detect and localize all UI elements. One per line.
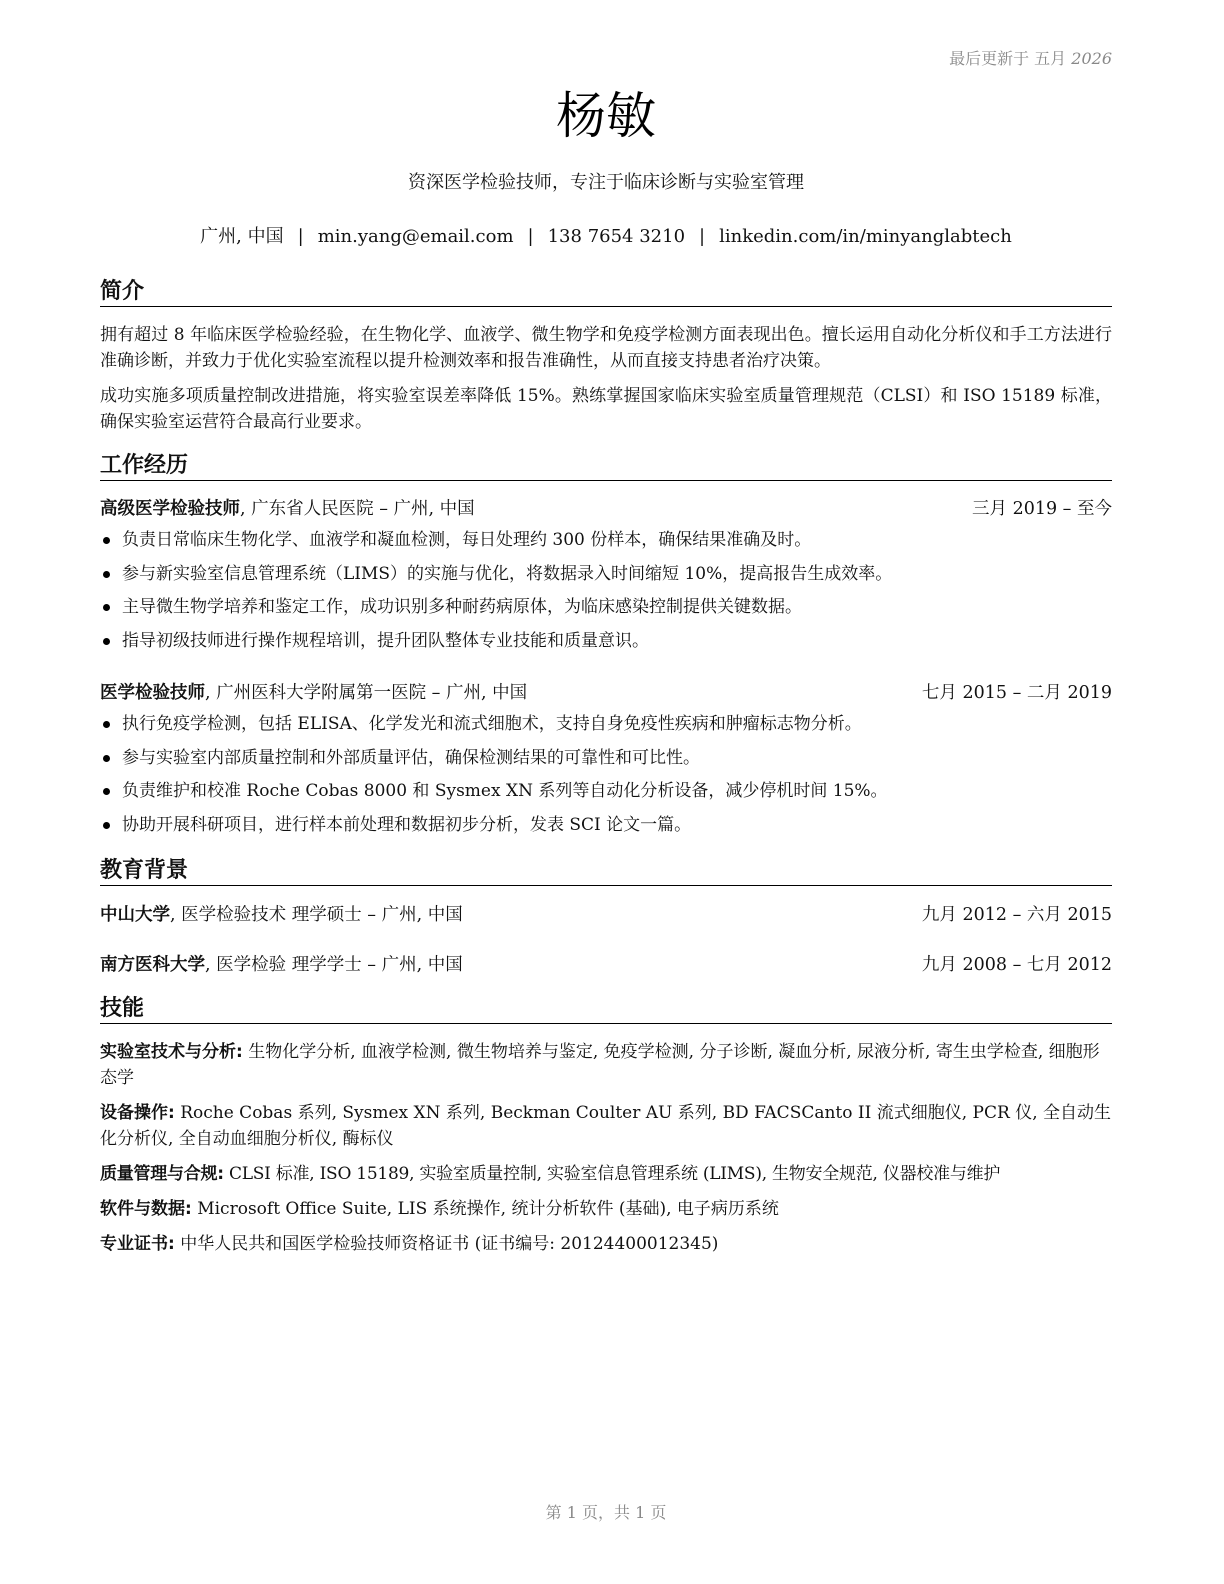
job-date: 三月 2019 – 至今 (972, 499, 1112, 519)
resume-page (100, 0, 1112, 1584)
job-bullet-list (100, 527, 1112, 661)
education-school: 南方医科大学 (100, 955, 205, 975)
section-title-education: 教育背景 (100, 857, 1112, 886)
job-org: , 广东省人民医院 – 广州, 中国 (240, 499, 475, 519)
job-bullet: 执行免疫学检测，包括 ELISA、化学发光和流式细胞术，支持自身免疫性疾病和肿瘤标志物分析。 (100, 711, 1112, 745)
headline: 资深医学检验技师，专注于临床诊断与实验室管理 (408, 172, 804, 193)
skill-line (100, 1196, 1112, 1222)
section-title-summary: 简介 (100, 278, 1112, 307)
skill-value: CLSI 标准, ISO 15189, 实验室质量控制, 实验室信息管理系统 (LIMS), 生物安全规范, 仪器校准与维护 (223, 1164, 1001, 1184)
skill-value: 生物化学分析, 血液学检测, 微生物培养与鉴定, 免疫学检测, 分子诊断, 凝血分析, 尿液分析, 寄生虫学检查, 细胞形态学 (100, 1042, 1100, 1088)
job-header (100, 680, 1112, 706)
contact-line (100, 224, 1112, 250)
education-detail: , 医学检验 理学学士 – 广州, 中国 (205, 955, 463, 975)
skill-label: 设备操作: (100, 1103, 175, 1123)
candidate-name: 杨敏 (556, 87, 656, 145)
education-date: 九月 2008 – 七月 2012 (921, 955, 1112, 975)
job-bullet: 参与新实验室信息管理系统（LIMS）的实施与优化，将数据录入时间缩短 10%，提高报告生成效率。 (100, 561, 1112, 595)
job-role: 高级医学检验技师 (100, 499, 240, 519)
skill-label: 专业证书: (100, 1234, 175, 1254)
skill-value: 中华人民共和国医学检验技师资格证书 (证书编号: 20124400012345) (174, 1234, 719, 1254)
last-updated-year: 2026 (1071, 49, 1112, 68)
job-header (100, 496, 1112, 522)
job-role: 医学检验技师 (100, 683, 205, 703)
skill-line (100, 1161, 1112, 1187)
section-title-experience: 工作经历 (100, 452, 1112, 481)
skill-value: Roche Cobas 系列, Sysmex XN 系列, Beckman Coulter AU 系列, BD FACSCanto II 流式细胞仪, PCR 仪, 全自动生化分析仪, 全自动血细胞分析仪, 酶标仪 (100, 1103, 1111, 1149)
job-bullet: 负责日常临床生物化学、血液学和凝血检测，每日处理约 300 份样本，确保结果准确及时。 (100, 527, 1112, 561)
skill-value: Microsoft Office Suite, LIS 系统操作, 统计分析软件 (基础), 电子病历系统 (191, 1199, 779, 1219)
skill-line (100, 1039, 1112, 1091)
skill-line (100, 1231, 1112, 1257)
education-item (100, 952, 1112, 978)
contact-separator: | (297, 226, 304, 247)
last-updated (949, 46, 1112, 69)
section-title-skills: 技能 (100, 995, 1112, 1024)
last-updated-label: 最后更新于 五月 (949, 49, 1067, 68)
job-bullet: 负责维护和校准 Roche Cobas 8000 和 Sysmex XN 系列等自动化分析设备，减少停机时间 15%。 (100, 778, 1112, 812)
job-bullet: 协助开展科研项目，进行样本前处理和数据初步分析，发表 SCI 论文一篇。 (100, 812, 1112, 846)
job-org: , 广州医科大学附属第一医院 – 广州, 中国 (205, 683, 528, 703)
job-bullet-list (100, 711, 1112, 845)
contact-separator: | (699, 226, 706, 247)
education-item (100, 902, 1112, 928)
skill-label: 实验室技术与分析: (100, 1042, 243, 1062)
education-detail: , 医学检验技术 理学硕士 – 广州, 中国 (170, 905, 463, 925)
contact-separator: | (527, 226, 534, 247)
job-bullet: 主导微生物学培养和鉴定工作，成功识别多种耐药病原体，为临床感染控制提供关键数据。 (100, 594, 1112, 628)
page-footer: 第 1 页，共 1 页 (545, 1503, 667, 1522)
education-date: 九月 2012 – 六月 2015 (921, 905, 1112, 925)
summary-paragraph: 成功实施多项质量控制改进措施，将实验室误差率降低 15%。熟练掌握国家临床实验室质量管理规范（CLSI）和 ISO 15189 标准，确保实验室运营符合最高行业要求。 (100, 386, 1112, 432)
job-bullet: 参与实验室内部质量控制和外部质量评估，确保检测结果的可靠性和可比性。 (100, 745, 1112, 779)
skill-label: 质量管理与合规: (100, 1164, 224, 1184)
job-bullet: 指导初级技师进行操作规程培训，提升团队整体专业技能和质量意识。 (100, 628, 1112, 662)
education-school: 中山大学 (100, 905, 170, 925)
skill-label: 软件与数据: (100, 1199, 192, 1219)
contact-linkedin[interactable]: linkedin.com/in/minyanglabtech (719, 226, 1012, 247)
contact-location: 广州, 中国 (200, 226, 284, 247)
contact-phone: 138 7654 3210 (547, 226, 686, 247)
job-date: 七月 2015 – 二月 2019 (921, 683, 1112, 703)
summary-paragraph: 拥有超过 8 年临床医学检验经验，在生物化学、血液学、微生物学和免疫学检测方面表现出色。擅长运用自动化分析仪和手工方法进行准确诊断，并致力于优化实验室流程以提升检测效率和报告准确性，从而直接支持患者治疗决策。 (100, 325, 1112, 371)
contact-email[interactable]: min.yang@email.com (317, 226, 514, 247)
skill-line (100, 1100, 1112, 1152)
